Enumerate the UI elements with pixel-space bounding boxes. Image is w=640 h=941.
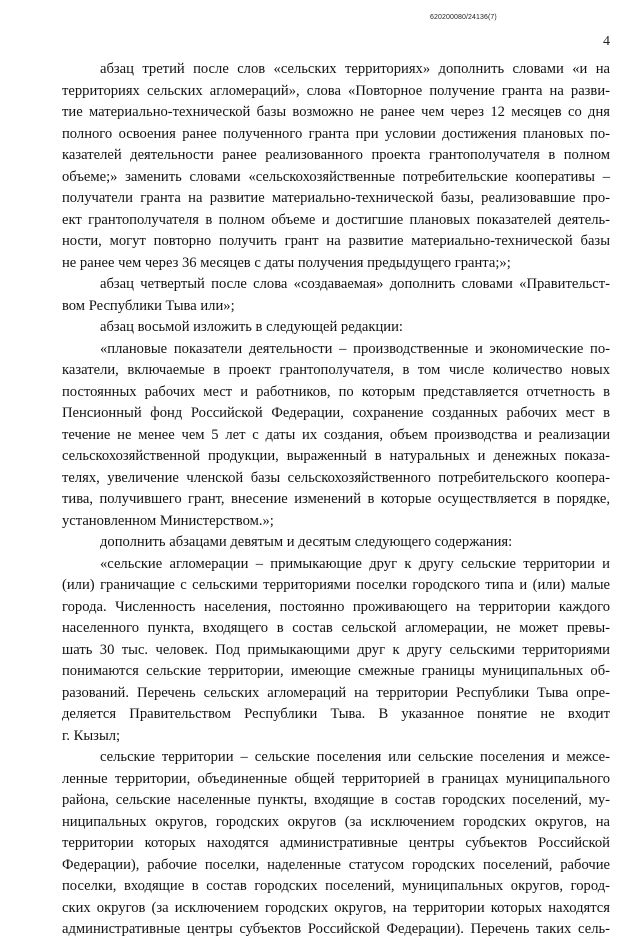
paragraph <box>62 274 610 317</box>
text-line: города. Численность населения, постоянно проживающего на территории каждого <box>62 598 610 615</box>
text-line: постоянных рабочих мест и работников, по которым представляется отчетность в <box>62 383 610 400</box>
text-line: полного освоения ранее полученного гранта при условии достижения плановых по- <box>62 125 610 142</box>
text-line: сельскохозяйственной продукции, выраженный в натуральных и денежных показа- <box>62 448 610 464</box>
text-line: казатели, включаемые в проект грантополучателя, в том числе количество новых <box>62 362 610 378</box>
text-line: сельские территории – сельские поселения или сельские поселения и межсе- <box>100 749 610 765</box>
text-line: абзац третий после слов «сельских территориях» дополнить словами «и на <box>100 61 610 77</box>
text-line: поселки, входящие в состав городских поселений, муниципальных округов, город- <box>62 878 610 894</box>
text-line: абзац восьмой изложить в следующей редакции: <box>100 319 403 335</box>
paragraph <box>62 747 610 941</box>
text-line: телях, увеличение членской базы сельскохозяйственного потребительского коопера- <box>62 469 610 486</box>
text-line: шать 30 тыс. человек. Под примыкающими друг к другу сельскими территориями <box>62 641 610 658</box>
text-line: ниципальных округов, городских округов (за исключением городских округов, на <box>62 813 610 830</box>
text-line: не ранее чем через 36 месяцев с даты получения предыдущего гранта;»; <box>62 254 511 271</box>
text-line: вом Республики Тыва или»; <box>62 297 235 314</box>
text-line: района, сельские населенные пункты, входящие в состав городских поселений, му- <box>62 792 610 808</box>
page-number: 4 <box>603 34 610 49</box>
text-line: тие материально-технической базы возможно не ранее чем через 12 месяцев со дня <box>62 104 610 120</box>
text-line: Пенсионный фонд Российской Федерации, сохранение созданных рабочих мест в <box>62 405 610 421</box>
text-line: административные центры субъектов Российской Федерации). Перечень таких сель- <box>62 921 610 937</box>
paragraph <box>62 317 610 339</box>
text-line: деляется Правительством Республики Тыва. В указанное понятие не входит <box>62 706 610 722</box>
text-line: разований. Перечень сельских агломераций на территории Республики Тыва опре- <box>62 684 610 701</box>
text-line: ект грантополучателя в полном объеме и достигшие плановых показателей деятель- <box>62 211 610 228</box>
paragraph <box>62 59 610 274</box>
text-line: «сельские агломерации – примыкающие друг к другу сельские территории и <box>100 555 610 572</box>
paragraph <box>62 554 610 748</box>
document-id: 620200080/24136(7) <box>430 14 497 21</box>
paragraph <box>62 339 610 533</box>
text-line: объеме;» заменить словами «сельскохозяйственные потребительские кооперативы – <box>62 168 610 185</box>
text-line: ских округов (за исключением городских округов, на территории которых находятся <box>62 899 610 916</box>
text-line: (или) граничащие с сельскими территориями поселки городского типа и (или) малые <box>62 577 610 593</box>
document-body <box>62 59 610 941</box>
text-line: дополнить абзацами девятым и десятым следующего содержания: <box>100 534 513 550</box>
text-line: территории которых находятся административные центры субъектов Российской <box>62 835 610 851</box>
text-line: казателей деятельности ранее реализованного проекта грантополучателя в полном <box>62 147 610 163</box>
text-line: ности, могут повторно получить грант на развитие материально-технической базы <box>62 233 610 249</box>
text-line: населенного пункта, входящего в состав сельской агломерации, не может превы- <box>62 620 610 636</box>
text-line: «плановые показатели деятельности – производственные и экономические по- <box>100 340 610 357</box>
text-line: абзац четвертый после слова «создаваемая» дополнить словами «Правительст- <box>100 276 610 292</box>
text-line: Федерации), рабочие поселки, наделенные статусом городских поселений, рабочие <box>62 856 610 873</box>
text-line: понимаются сельские территории, имеющие смежные границы муниципальных об- <box>62 663 610 679</box>
paragraph <box>62 532 610 554</box>
text-line: течение не менее чем 5 лет с даты их создания, объем производства и реализации <box>62 426 610 443</box>
text-line: тива, получившего грант, внесение изменений в которые осуществляется в порядке, <box>62 491 610 507</box>
text-line: установленном Министерством.»; <box>62 512 274 529</box>
text-line: получатели гранта на развитие материально-технической базы, реализовавшие про- <box>62 190 610 206</box>
text-line: территориях сельских агломераций», слова «Повторное получение гранта на разви- <box>62 82 610 99</box>
text-line: ленные территории, объединенные общей территорией в границах муниципального <box>62 770 610 787</box>
text-line: г. Кызыл; <box>62 727 121 744</box>
